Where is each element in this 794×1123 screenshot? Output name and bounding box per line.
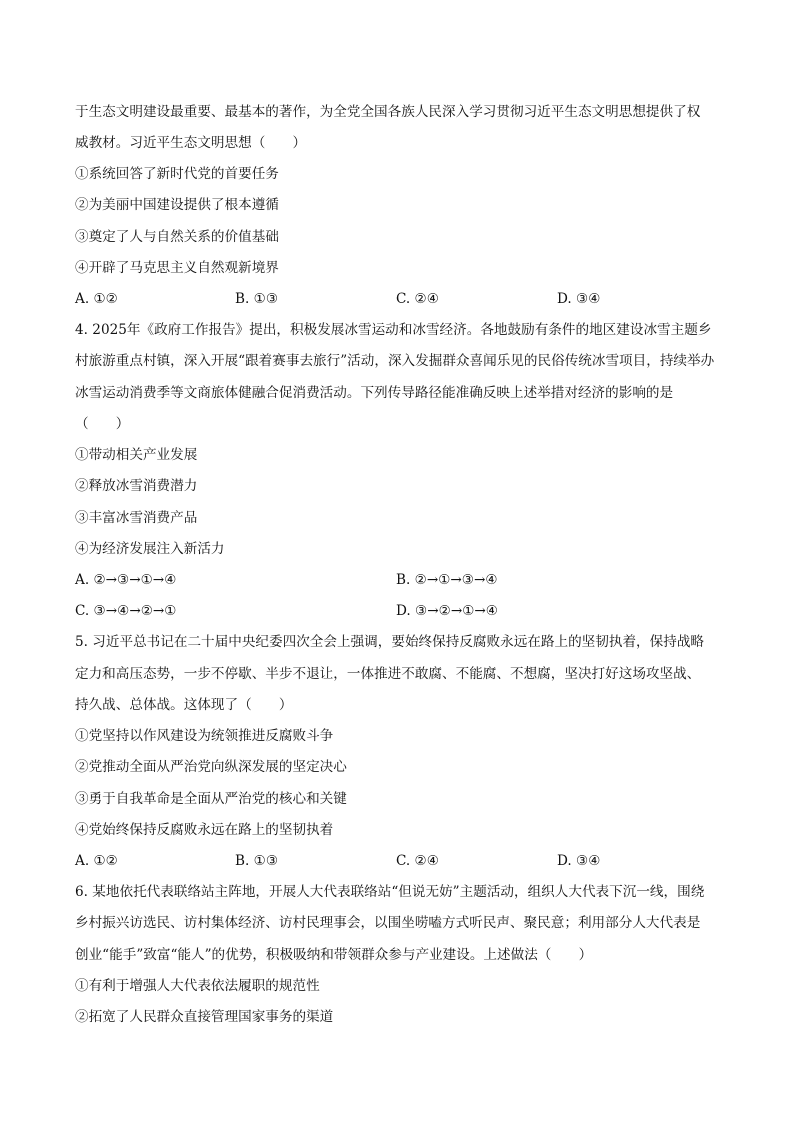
q3-stem-line-2: 威教材。习近平生态文明思想（ ） — [75, 135, 307, 151]
q6-stem-line-2: 乡村振兴访选民、访村集体经济、访村民理事会，以围坐唠嗑方式听民声、聚民意；利用部分人大代表是 — [75, 915, 701, 931]
q4-option-d: D. ③→②→①→④ — [396, 603, 498, 619]
q4-item-2: ②释放冰雪消费潜力 — [75, 478, 198, 494]
q6-stem-line-1: 6. 某地依托代表联络站主阵地，开展人大代表联络站“但说无妨”主题活动，组织人大代表下沉一线，围绕 — [75, 884, 705, 900]
q3-option-c: C. ②④ — [396, 291, 439, 307]
q6-item-1: ①有利于增强人大代表依法履职的规范性 — [75, 978, 320, 994]
q3-option-b: B. ①③ — [235, 291, 279, 307]
q4-stem-line-4: （ ） — [75, 416, 130, 432]
q6-item-2: ②拓宽了人民群众直接管理国家事务的渠道 — [75, 1009, 334, 1025]
q4-option-b: B. ②→①→③→④ — [396, 572, 498, 588]
q4-option-a: A. ②→③→①→④ — [75, 572, 177, 588]
q4-stem-line-2: 村旅游重点村镇，深入开展“跟着赛事去旅行”活动，深入发掘群众喜闻乐见的民俗传统冰雪项目，持续举办 — [75, 353, 715, 369]
q3-item-1: ①系统回答了新时代党的首要任务 — [75, 166, 279, 182]
q6-stem-line-3: 创业“能手”致富“能人”的优势，积极吸纳和带领群众参与产业建设。上述做法（ ） — [75, 947, 593, 963]
q3-option-d: D. ③④ — [557, 291, 601, 307]
q4-item-4: ④为经济发展注入新活力 — [75, 541, 225, 557]
q5-stem-line-2: 定力和高压态势，一步不停歇、半步不退让，一体推进不敢腐、不能腐、不想腐，坚决打好这场攻坚战、 — [75, 666, 701, 682]
q5-option-b: B. ①③ — [235, 853, 279, 869]
q4-stem-line-1: 4. 2025年《政府工作报告》提出，积极发展冰雪运动和冰雪经济。各地鼓励有条件的地区建设冰雪主题乡 — [75, 322, 712, 338]
q5-option-d: D. ③④ — [557, 853, 601, 869]
q4-item-3: ③丰富冰雪消费产品 — [75, 510, 198, 526]
q5-item-3: ③勇于自我革命是全面从严治党的核心和关键 — [75, 791, 347, 807]
q5-stem-line-3: 持久战、总体战。这体现了（ ） — [75, 697, 293, 713]
q4-option-c: C. ③→④→②→① — [75, 603, 177, 619]
q5-option-c: C. ②④ — [396, 853, 439, 869]
q5-item-4: ④党始终保持反腐败永远在路上的坚韧执着 — [75, 822, 334, 838]
q4-stem-line-3: 冰雪运动消费季等文商旅体健融合促消费活动。下列传导路径能准确反映上述举措对经济的影响的是 — [75, 385, 674, 401]
q5-item-1: ①党坚持以作风建设为统领推进反腐败斗争 — [75, 728, 334, 744]
q5-stem-line-1: 5. 习近平总书记在二十届中央纪委四次全会上强调，要始终保持反腐败永远在路上的坚韧执着，保持战略 — [75, 634, 705, 650]
q3-stem-line-1: 于生态文明建设最重要、最基本的著作，为全党全国各族人民深入学习贯彻习近平生态文明思想提供了权 — [75, 104, 701, 120]
q3-item-2: ②为美丽中国建设提供了根本遵循 — [75, 197, 279, 213]
q3-option-a: A. ①② — [75, 291, 118, 307]
q5-item-2: ②党推动全面从严治党向纵深发展的坚定决心 — [75, 759, 347, 775]
q3-item-3: ③奠定了人与自然关系的价值基础 — [75, 229, 279, 245]
q3-item-4: ④开辟了马克思主义自然观新境界 — [75, 260, 279, 276]
q5-option-a: A. ①② — [75, 853, 118, 869]
q4-item-1: ①带动相关产业发展 — [75, 447, 198, 463]
